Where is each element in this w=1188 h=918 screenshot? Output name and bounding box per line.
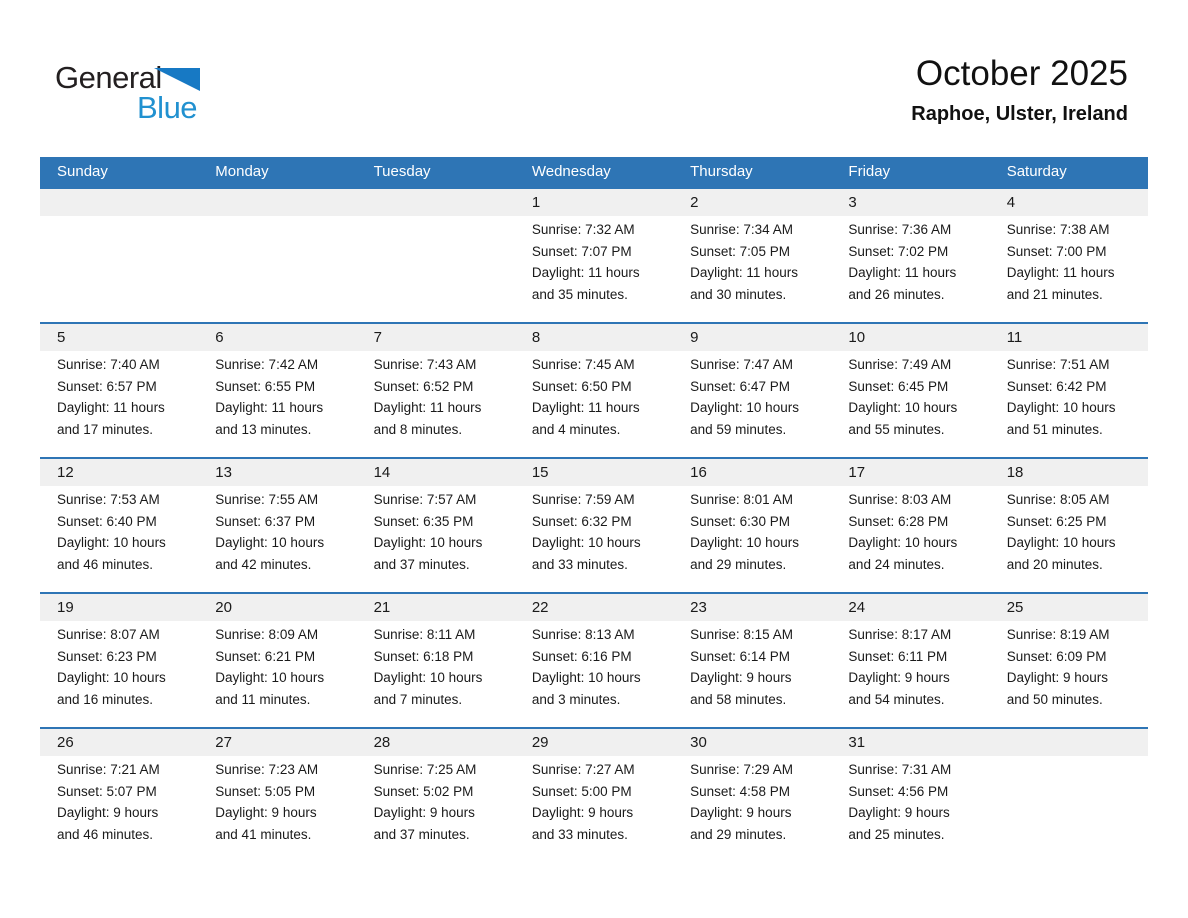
weekday-saturday: Saturday bbox=[1006, 163, 1067, 180]
day-number: 20 bbox=[215, 599, 232, 616]
calendar-day-cell bbox=[198, 459, 356, 592]
sunrise-text: Sunrise: 7:49 AM bbox=[848, 357, 952, 372]
weekday-friday: Friday bbox=[848, 163, 891, 180]
calendar-grid bbox=[40, 187, 1148, 862]
day-info bbox=[990, 621, 1148, 710]
daylight-text: Daylight: 10 hours and 29 minutes. bbox=[690, 535, 799, 572]
calendar-empty-cell bbox=[990, 729, 1148, 862]
day-number: 17 bbox=[848, 464, 866, 481]
daylight-text: Daylight: 10 hours and 16 minutes. bbox=[57, 670, 166, 707]
day-info bbox=[515, 486, 673, 575]
sunrise-text: Sunrise: 7:53 AM bbox=[57, 492, 160, 507]
sunset-text: Sunset: 5:07 PM bbox=[57, 783, 157, 799]
daylight-text: Daylight: 10 hours and 46 minutes. bbox=[57, 535, 166, 572]
weekday-thursday: Thursday bbox=[690, 163, 753, 180]
daylight-text: Daylight: 10 hours and 51 minutes. bbox=[1006, 400, 1116, 437]
sunrise-text: Sunrise: 7:34 AM bbox=[690, 222, 793, 237]
sunset-text: Sunset: 6:55 PM bbox=[215, 378, 316, 394]
daylight-text: Daylight: 9 hours and 41 minutes. bbox=[215, 805, 317, 842]
sunrise-text: Sunrise: 8:17 AM bbox=[848, 627, 952, 642]
calendar-day-cell bbox=[673, 729, 831, 862]
sunrise-text: Sunrise: 7:40 AM bbox=[57, 357, 160, 372]
sunrise-text: Sunrise: 7:42 AM bbox=[215, 357, 319, 372]
day-info bbox=[40, 351, 198, 440]
calendar-empty-cell bbox=[198, 189, 356, 322]
day-number: 26 bbox=[57, 734, 74, 751]
sunrise-text: Sunrise: 8:01 AM bbox=[690, 492, 793, 507]
sunrise-text: Sunrise: 8:19 AM bbox=[1006, 627, 1110, 642]
day-number: 15 bbox=[531, 464, 549, 481]
sunset-text: Sunset: 7:05 PM bbox=[690, 243, 790, 259]
day-info bbox=[831, 486, 989, 575]
calendar-day-cell bbox=[198, 324, 356, 457]
day-info bbox=[40, 756, 198, 845]
day-info bbox=[198, 486, 356, 575]
calendar-day-cell bbox=[673, 594, 831, 727]
daylight-text: Daylight: 10 hours and 3 minutes. bbox=[531, 670, 641, 707]
calendar-week-row bbox=[40, 457, 1148, 592]
sunset-text: Sunset: 7:07 PM bbox=[531, 243, 632, 259]
sunset-text: Sunset: 6:42 PM bbox=[1006, 378, 1107, 394]
sunset-text: Sunset: 4:58 PM bbox=[690, 783, 790, 799]
day-info bbox=[831, 351, 989, 440]
sunrise-text: Sunrise: 7:29 AM bbox=[690, 762, 793, 777]
calendar-day-cell bbox=[673, 459, 831, 592]
sunset-text: Sunset: 6:28 PM bbox=[848, 513, 949, 529]
calendar-week-row bbox=[40, 727, 1148, 862]
logo-triangle-icon bbox=[154, 68, 200, 91]
daylight-text: Daylight: 10 hours and 42 minutes. bbox=[215, 535, 325, 572]
sunset-text: Sunset: 5:00 PM bbox=[531, 783, 632, 799]
day-number: 28 bbox=[373, 734, 391, 751]
sunset-text: Sunset: 6:16 PM bbox=[531, 648, 632, 664]
daylight-text: Daylight: 10 hours and 37 minutes. bbox=[373, 535, 483, 572]
calendar-day-cell bbox=[990, 324, 1148, 457]
calendar-day-cell bbox=[673, 324, 831, 457]
calendar-week-row bbox=[40, 187, 1148, 322]
sunset-text: Sunset: 6:23 PM bbox=[57, 648, 157, 664]
day-number: 18 bbox=[1006, 464, 1024, 481]
daylight-text: Daylight: 11 hours and 30 minutes. bbox=[690, 265, 798, 302]
daylight-text: Daylight: 10 hours and 55 minutes. bbox=[848, 400, 958, 437]
sunrise-text: Sunrise: 8:09 AM bbox=[215, 627, 319, 642]
sunset-text: Sunset: 5:02 PM bbox=[373, 783, 474, 799]
calendar-day-cell bbox=[40, 459, 198, 592]
calendar-day-cell bbox=[831, 459, 989, 592]
sunrise-text: Sunrise: 7:23 AM bbox=[215, 762, 319, 777]
day-info bbox=[357, 756, 515, 845]
day-number: 1 bbox=[531, 194, 541, 211]
calendar-day-cell bbox=[357, 594, 515, 727]
day-info bbox=[515, 756, 673, 845]
daylight-text: Daylight: 9 hours and 29 minutes. bbox=[690, 805, 792, 842]
calendar-week-row bbox=[40, 322, 1148, 457]
day-number: 5 bbox=[57, 329, 66, 346]
calendar-day-cell bbox=[357, 729, 515, 862]
day-info bbox=[673, 486, 831, 575]
sunrise-text: Sunrise: 7:51 AM bbox=[1006, 357, 1110, 372]
daylight-text: Daylight: 10 hours and 59 minutes. bbox=[690, 400, 799, 437]
day-number: 8 bbox=[531, 329, 541, 346]
day-number: 29 bbox=[531, 734, 549, 751]
day-number: 24 bbox=[848, 599, 866, 616]
daylight-text: Daylight: 11 hours and 21 minutes. bbox=[1006, 265, 1115, 302]
day-info bbox=[673, 216, 831, 305]
calendar-day-cell bbox=[40, 594, 198, 727]
day-number: 22 bbox=[531, 599, 549, 616]
location-subtitle: Raphoe, Ulster, Ireland bbox=[911, 103, 1128, 126]
weekday-tuesday: Tuesday bbox=[373, 163, 431, 180]
day-info bbox=[831, 216, 989, 305]
page-title: October 2025 bbox=[915, 54, 1128, 93]
day-info bbox=[673, 351, 831, 440]
calendar-day-cell bbox=[831, 324, 989, 457]
day-number: 4 bbox=[1006, 194, 1016, 211]
daylight-text: Daylight: 9 hours and 58 minutes. bbox=[690, 670, 792, 707]
sunset-text: Sunset: 6:52 PM bbox=[373, 378, 474, 394]
daylight-text: Daylight: 9 hours and 54 minutes. bbox=[848, 670, 950, 707]
calendar-empty-cell bbox=[40, 189, 198, 322]
day-number: 30 bbox=[690, 734, 707, 751]
sunrise-text: Sunrise: 7:32 AM bbox=[531, 222, 635, 237]
sunset-text: Sunset: 6:35 PM bbox=[373, 513, 474, 529]
day-number: 2 bbox=[690, 194, 699, 211]
day-info bbox=[990, 486, 1148, 575]
day-info bbox=[515, 216, 673, 305]
day-info bbox=[198, 756, 356, 845]
sunrise-text: Sunrise: 7:59 AM bbox=[531, 492, 635, 507]
sunset-text: Sunset: 6:25 PM bbox=[1006, 513, 1107, 529]
day-info bbox=[831, 621, 989, 710]
day-info bbox=[990, 216, 1148, 305]
sunset-text: Sunset: 7:02 PM bbox=[848, 243, 949, 259]
daylight-text: Daylight: 11 hours and 35 minutes. bbox=[531, 265, 640, 302]
calendar-day-cell bbox=[515, 594, 673, 727]
sunrise-text: Sunrise: 7:38 AM bbox=[1006, 222, 1110, 237]
day-info bbox=[40, 621, 198, 710]
daylight-text: Daylight: 10 hours and 33 minutes. bbox=[531, 535, 641, 572]
daylight-text: Daylight: 9 hours and 25 minutes. bbox=[848, 805, 950, 842]
sunrise-text: Sunrise: 7:43 AM bbox=[373, 357, 477, 372]
weekday-wednesday: Wednesday bbox=[531, 163, 611, 180]
sunrise-text: Sunrise: 8:15 AM bbox=[690, 627, 793, 642]
day-number: 16 bbox=[690, 464, 707, 481]
sunrise-text: Sunrise: 7:55 AM bbox=[215, 492, 319, 507]
weekday-header-row bbox=[40, 157, 1148, 187]
day-number: 27 bbox=[215, 734, 232, 751]
calendar-empty-cell bbox=[357, 189, 515, 322]
title-block bbox=[911, 54, 1128, 126]
sunset-text: Sunset: 6:09 PM bbox=[1006, 648, 1107, 664]
day-number: 21 bbox=[373, 599, 391, 616]
day-info bbox=[673, 621, 831, 710]
sunset-text: Sunset: 6:32 PM bbox=[531, 513, 632, 529]
day-info bbox=[831, 756, 989, 845]
day-number: 31 bbox=[848, 734, 866, 751]
sunset-text: Sunset: 6:40 PM bbox=[57, 513, 157, 529]
calendar-day-cell bbox=[198, 594, 356, 727]
sunset-text: Sunset: 6:18 PM bbox=[373, 648, 474, 664]
sunrise-text: Sunrise: 8:11 AM bbox=[373, 627, 476, 642]
day-info bbox=[357, 486, 515, 575]
sunrise-text: Sunrise: 8:03 AM bbox=[848, 492, 952, 507]
weekday-sunday: Sunday bbox=[57, 163, 108, 180]
day-number: 23 bbox=[690, 599, 707, 616]
sunrise-text: Sunrise: 7:47 AM bbox=[690, 357, 793, 372]
daylight-text: Daylight: 10 hours and 20 minutes. bbox=[1006, 535, 1116, 572]
day-info bbox=[198, 621, 356, 710]
sunset-text: Sunset: 6:57 PM bbox=[57, 378, 157, 394]
day-number: 14 bbox=[373, 464, 391, 481]
sunset-text: Sunset: 6:45 PM bbox=[848, 378, 949, 394]
day-number: 25 bbox=[1006, 599, 1024, 616]
day-info bbox=[515, 351, 673, 440]
calendar-day-cell bbox=[990, 189, 1148, 322]
calendar-day-cell bbox=[198, 729, 356, 862]
daylight-text: Daylight: 11 hours and 26 minutes. bbox=[848, 265, 957, 302]
daylight-text: Daylight: 10 hours and 24 minutes. bbox=[848, 535, 958, 572]
day-info bbox=[673, 756, 831, 845]
sunset-text: Sunset: 6:14 PM bbox=[690, 648, 790, 664]
calendar-week-row bbox=[40, 592, 1148, 727]
daylight-text: Daylight: 10 hours and 7 minutes. bbox=[373, 670, 483, 707]
daylight-text: Daylight: 11 hours and 13 minutes. bbox=[215, 400, 324, 437]
calendar-day-cell bbox=[831, 594, 989, 727]
day-number: 7 bbox=[373, 329, 382, 346]
calendar-day-cell bbox=[515, 459, 673, 592]
calendar-day-cell bbox=[673, 189, 831, 322]
calendar-day-cell bbox=[515, 324, 673, 457]
day-number: 10 bbox=[848, 329, 866, 346]
calendar bbox=[40, 157, 1148, 862]
weekday-monday: Monday bbox=[215, 163, 269, 180]
day-number: 9 bbox=[690, 329, 699, 346]
sunrise-text: Sunrise: 8:07 AM bbox=[57, 627, 160, 642]
calendar-day-cell bbox=[515, 729, 673, 862]
day-info bbox=[515, 621, 673, 710]
daylight-text: Daylight: 11 hours and 8 minutes. bbox=[373, 400, 482, 437]
sunrise-text: Sunrise: 8:05 AM bbox=[1006, 492, 1110, 507]
day-number: 11 bbox=[1006, 329, 1023, 346]
daylight-text: Daylight: 11 hours and 17 minutes. bbox=[57, 400, 165, 437]
sunset-text: Sunset: 6:11 PM bbox=[848, 648, 948, 664]
calendar-day-cell bbox=[40, 729, 198, 862]
sunrise-text: Sunrise: 7:45 AM bbox=[531, 357, 635, 372]
sunset-text: Sunset: 6:47 PM bbox=[690, 378, 790, 394]
day-info bbox=[40, 486, 198, 575]
calendar-day-cell bbox=[990, 594, 1148, 727]
logo-text-general: General bbox=[55, 60, 162, 95]
general-blue-logo bbox=[55, 60, 225, 130]
daylight-text: Daylight: 11 hours and 4 minutes. bbox=[531, 400, 640, 437]
sunrise-text: Sunrise: 7:21 AM bbox=[57, 762, 160, 777]
sunrise-text: Sunrise: 7:36 AM bbox=[848, 222, 952, 237]
daylight-text: Daylight: 10 hours and 11 minutes. bbox=[215, 670, 325, 707]
calendar-day-cell bbox=[831, 189, 989, 322]
daylight-text: Daylight: 9 hours and 50 minutes. bbox=[1006, 670, 1109, 707]
sunrise-text: Sunrise: 7:25 AM bbox=[373, 762, 477, 777]
calendar-day-cell bbox=[40, 324, 198, 457]
day-info bbox=[357, 621, 515, 710]
sunset-text: Sunset: 6:37 PM bbox=[215, 513, 316, 529]
sunrise-text: Sunrise: 7:27 AM bbox=[531, 762, 635, 777]
day-info bbox=[357, 351, 515, 440]
daylight-text: Daylight: 9 hours and 37 minutes. bbox=[373, 805, 475, 842]
calendar-day-cell bbox=[831, 729, 989, 862]
day-number: 12 bbox=[57, 464, 74, 481]
sunrise-text: Sunrise: 8:13 AM bbox=[531, 627, 635, 642]
sunset-text: Sunset: 6:30 PM bbox=[690, 513, 790, 529]
calendar-day-cell bbox=[515, 189, 673, 322]
day-info bbox=[990, 351, 1148, 440]
daylight-text: Daylight: 9 hours and 46 minutes. bbox=[57, 805, 159, 842]
sunset-text: Sunset: 6:50 PM bbox=[531, 378, 632, 394]
sunrise-text: Sunrise: 7:57 AM bbox=[373, 492, 477, 507]
day-number: 3 bbox=[848, 194, 857, 211]
day-number: 6 bbox=[215, 329, 224, 346]
sunset-text: Sunset: 7:00 PM bbox=[1006, 243, 1107, 259]
sunset-text: Sunset: 6:21 PM bbox=[215, 648, 316, 664]
daylight-text: Daylight: 9 hours and 33 minutes. bbox=[531, 805, 634, 842]
day-number: 19 bbox=[57, 599, 74, 616]
calendar-day-cell bbox=[990, 459, 1148, 592]
sunrise-text: Sunrise: 7:31 AM bbox=[848, 762, 952, 777]
day-number: 13 bbox=[215, 464, 232, 481]
calendar-day-cell bbox=[357, 324, 515, 457]
calendar-day-cell bbox=[357, 459, 515, 592]
day-info bbox=[198, 351, 356, 440]
sunset-text: Sunset: 5:05 PM bbox=[215, 783, 316, 799]
logo-text-blue: Blue bbox=[137, 90, 198, 125]
sunset-text: Sunset: 4:56 PM bbox=[848, 783, 949, 799]
